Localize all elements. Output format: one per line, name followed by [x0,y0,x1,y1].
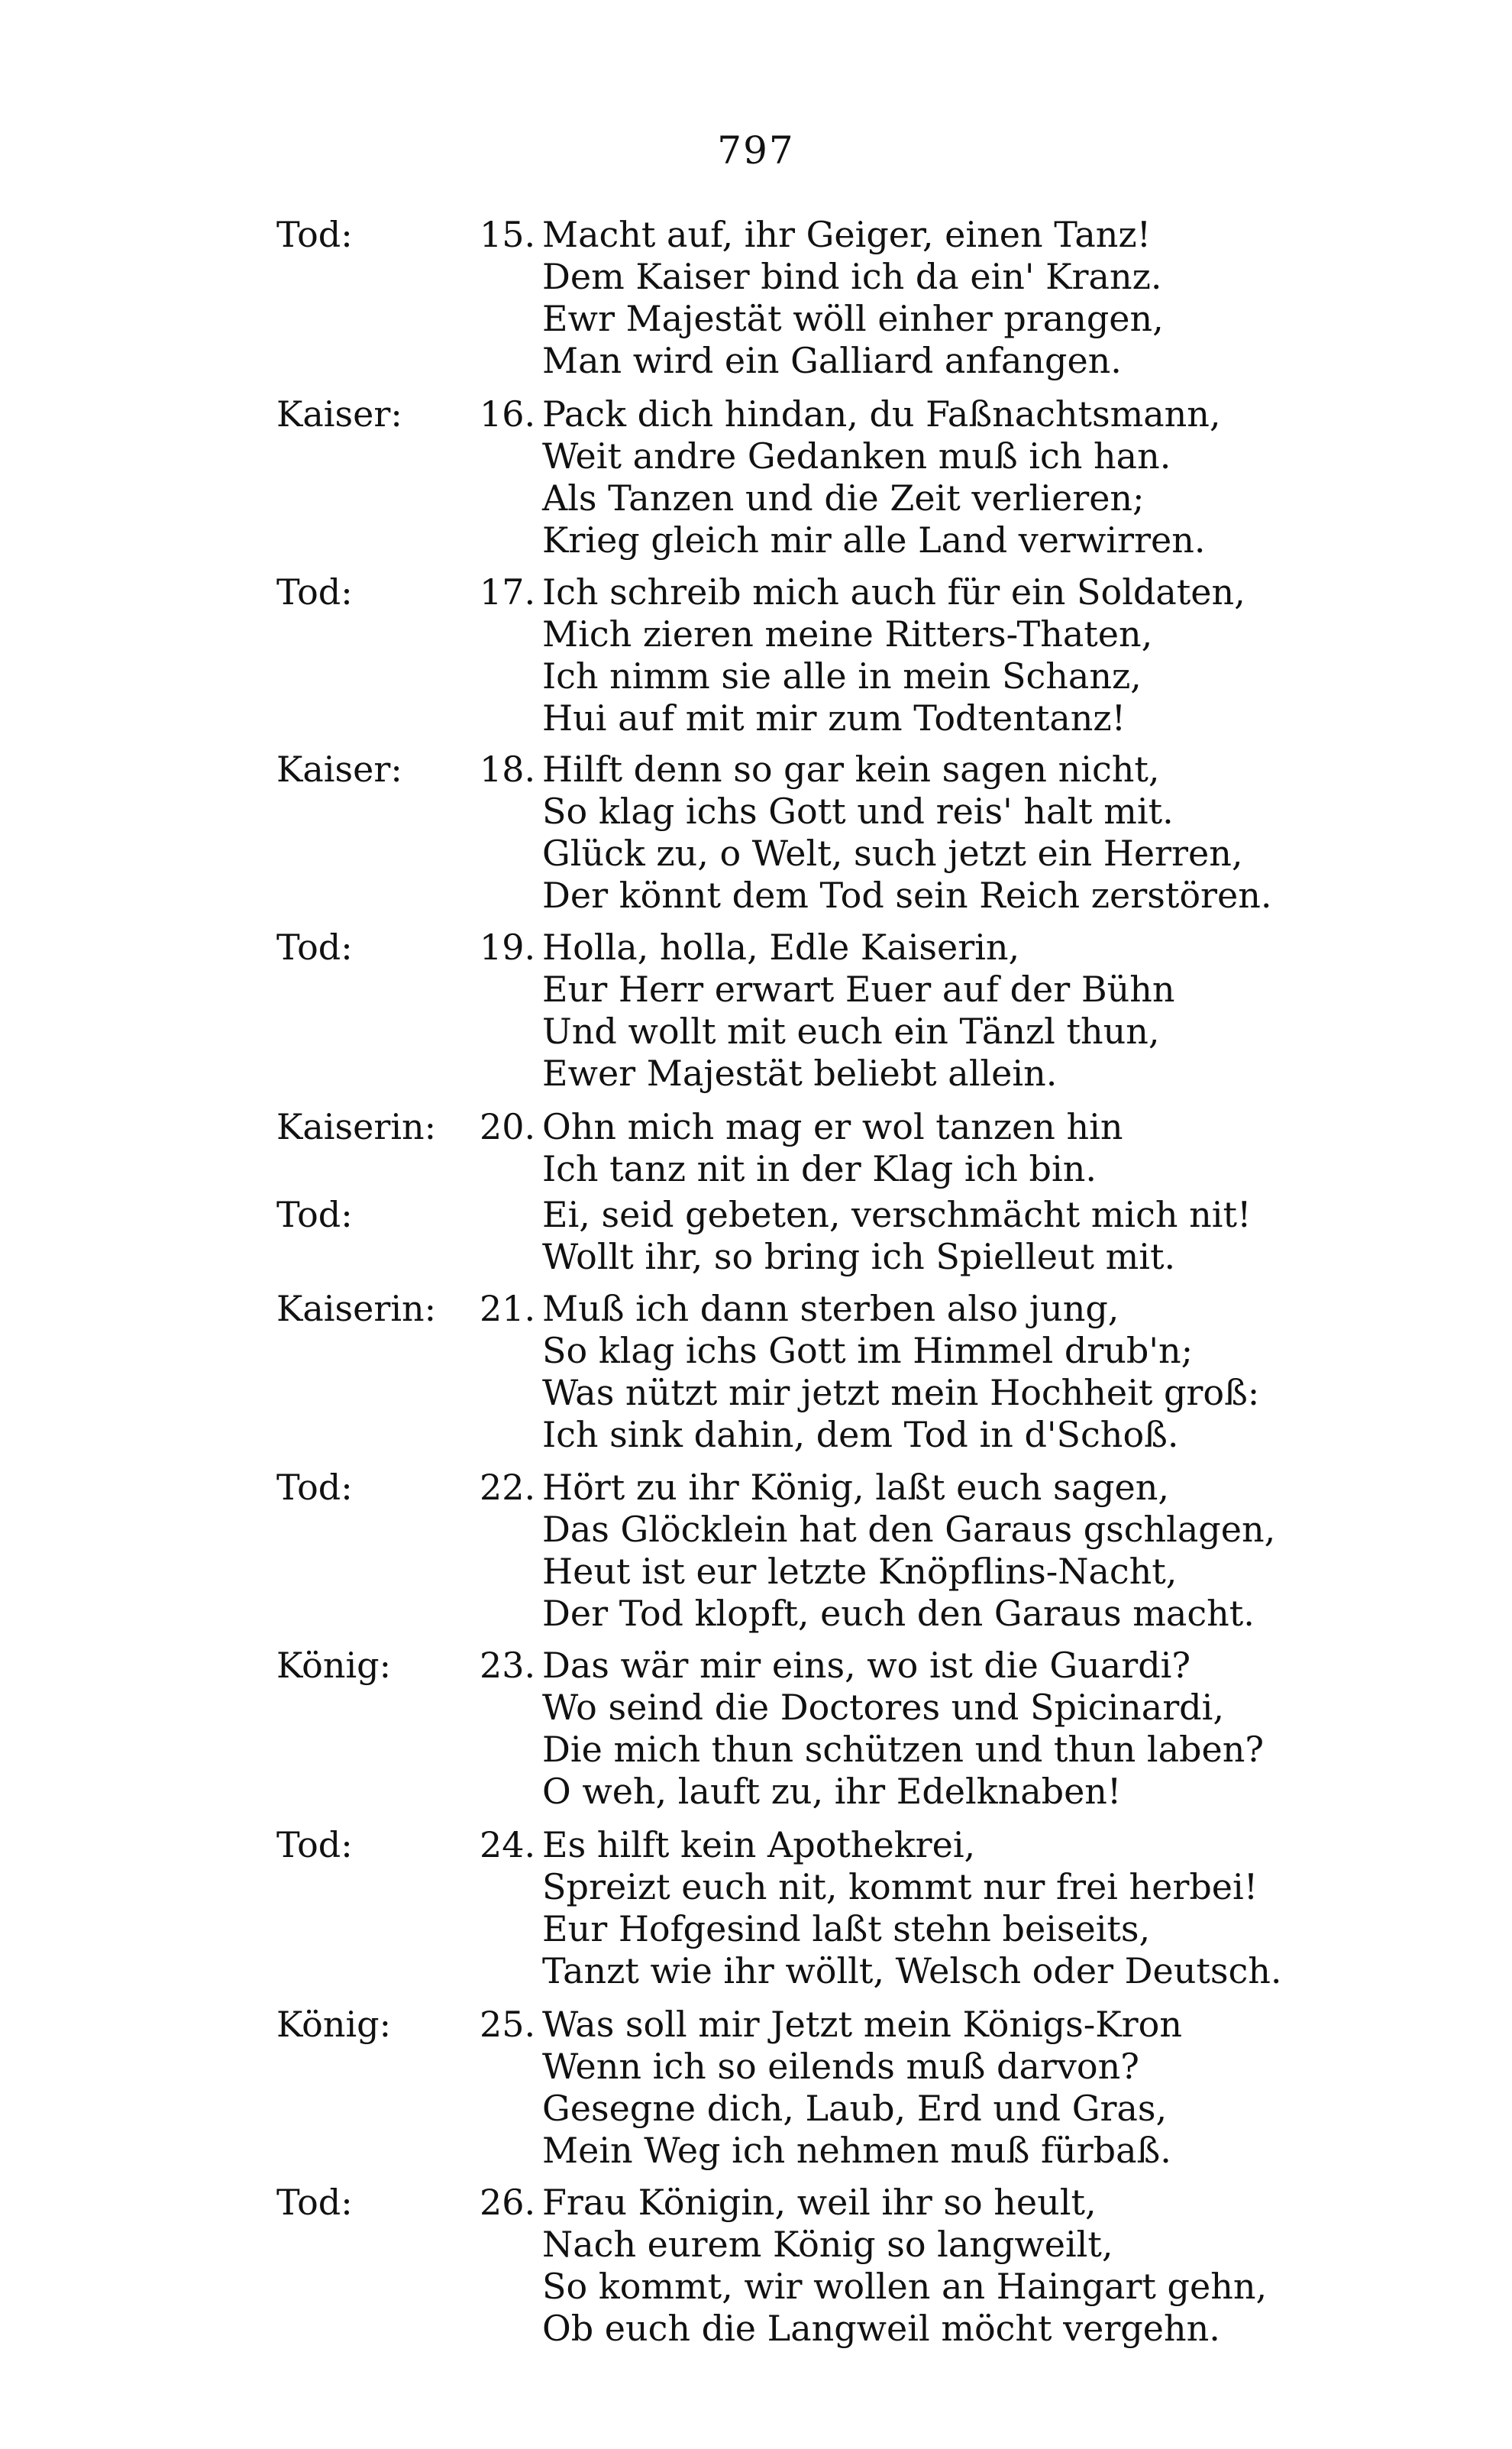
verse-line: Das wär mir eins, wo ist die Guardi? [542,1645,1191,1686]
speaker-label: Tod: [276,214,353,255]
speaker-label: Tod: [276,1194,353,1235]
verse-line: Holla, holla, Edle Kaiserin, [542,927,1020,968]
speaker-label: Tod: [276,2182,353,2223]
speaker-label: Kaiserin: [276,1106,437,1147]
verse-line: Wollt ihr, so bring ich Spielleut mit. [542,1236,1176,1277]
verse-line: Die mich thun schützen und thun laben? [542,1729,1264,1770]
verse-line: Spreizt euch nit, kommt nur frei herbei! [542,1866,1258,1907]
verse-line: Was soll mir Jetzt mein Königs-Kron [542,2004,1182,2045]
verse-line: O weh, lauft zu, ihr Edelknaben! [542,1771,1122,1812]
verse-line: Ich schreib mich auch für ein Soldaten, [542,571,1245,613]
verse-line: Mein Weg ich nehmen muß fürbaß. [542,2130,1171,2171]
stanza-number: 23. [480,1645,536,1686]
verse-line: Heut ist eur letzte Knöpflins-Nacht, [542,1551,1178,1592]
verse-line: Gesegne dich, Laub, Erd und Gras, [542,2088,1168,2129]
speaker-label: Tod: [276,571,353,613]
stanza-number: 24. [480,1824,536,1865]
speaker-label: Kaiser: [276,749,402,790]
verse-line: Der Tod klopft, euch den Garaus macht. [542,1593,1255,1634]
verse-line: Hört zu ihr König, laßt euch sagen, [542,1467,1169,1508]
speaker-label: Kaiser: [276,393,402,435]
verse-line: Ich sink dahin, dem Tod in d'Schoß. [542,1414,1179,1455]
verse-line: So kommt, wir wollen an Haingart gehn, [542,2266,1268,2307]
stanza-number: 26. [480,2182,536,2223]
stanza-number: 25. [480,2004,536,2045]
verse-line: Das Glöcklein hat den Garaus gschlagen, [542,1509,1276,1550]
verse-line: Weit andre Gedanken muß ich han. [542,435,1171,477]
stanza-number: 15. [480,214,536,255]
verse-line: Frau Königin, weil ihr so heult, [542,2182,1097,2223]
speaker-label: Tod: [276,1467,353,1508]
speaker-label: König: [276,2004,392,2045]
stanza-number: 17. [480,571,536,613]
stanza-number: 21. [480,1288,536,1329]
verse-line: Ewr Majestät wöll einher prangen, [542,298,1164,339]
verse-line: Dem Kaiser bind ich da ein' Kranz. [542,256,1162,297]
speaker-label: Tod: [276,927,353,968]
verse-line: Man wird ein Galliard anfangen. [542,340,1122,381]
verse-line: Als Tanzen und die Zeit verlieren; [542,477,1145,519]
verse-line: Wo seind die Doctores und Spicinardi, [542,1687,1224,1728]
stanza-number: 19. [480,927,536,968]
verse-line: Ob euch die Langweil möcht vergehn. [542,2308,1220,2349]
verse-line: Eur Hofgesind laßt stehn beiseits, [542,1908,1151,1949]
verse-line: Ei, seid gebeten, verschmächt mich nit! [542,1194,1252,1235]
verse-line: Es hilft kein Apothekrei, [542,1824,976,1865]
verse-line: Wenn ich so eilends muß darvon? [542,2046,1139,2087]
verse-line: Ich tanz nit in der Klag ich bin. [542,1148,1097,1189]
verse-line: So klag ichs Gott und reis' halt mit. [542,791,1174,832]
speaker-label: Tod: [276,1824,353,1865]
verse-line: Der könnt dem Tod sein Reich zerstören. [542,875,1272,916]
verse-line: Muß ich dann sterben also jung, [542,1288,1119,1329]
verse-line: Und wollt mit euch ein Tänzl thun, [542,1011,1160,1052]
verse-line: Ohn mich mag er wol tanzen hin [542,1106,1123,1147]
speaker-label: Kaiserin: [276,1288,437,1329]
verse-line: Hui auf mit mir zum Todtentanz! [542,697,1126,739]
page-number: 797 [717,128,795,173]
verse-line: Pack dich hindan, du Faßnachtsmann, [542,393,1221,435]
verse-line: Nach eurem König so langweilt, [542,2224,1113,2265]
verse-line: Tanzt wie ihr wöllt, Welsch oder Deutsch. [542,1950,1282,1991]
stanza-number: 22. [480,1467,536,1508]
verse-line: Krieg gleich mir alle Land verwirren. [542,519,1206,561]
verse-line: So klag ichs Gott im Himmel drub'n; [542,1330,1194,1371]
stanza-number: 20. [480,1106,536,1147]
stanza-number: 16. [480,393,536,435]
stanza-number: 18. [480,749,536,790]
verse-line: Eur Herr erwart Euer auf der Bühn [542,969,1175,1010]
verse-line: Ich nimm sie alle in mein Schanz, [542,655,1142,697]
speaker-label: König: [276,1645,392,1686]
verse-line: Glück zu, o Welt, such jetzt ein Herren, [542,833,1243,874]
verse-line: Was nützt mir jetzt mein Hochheit groß: [542,1372,1260,1413]
verse-line: Mich zieren meine Ritters-Thaten, [542,613,1153,655]
verse-line: Hilft denn so gar kein sagen nicht, [542,749,1160,790]
verse-line: Macht auf, ihr Geiger, einen Tanz! [542,214,1152,255]
verse-line: Ewer Majestät beliebt allein. [542,1053,1058,1094]
